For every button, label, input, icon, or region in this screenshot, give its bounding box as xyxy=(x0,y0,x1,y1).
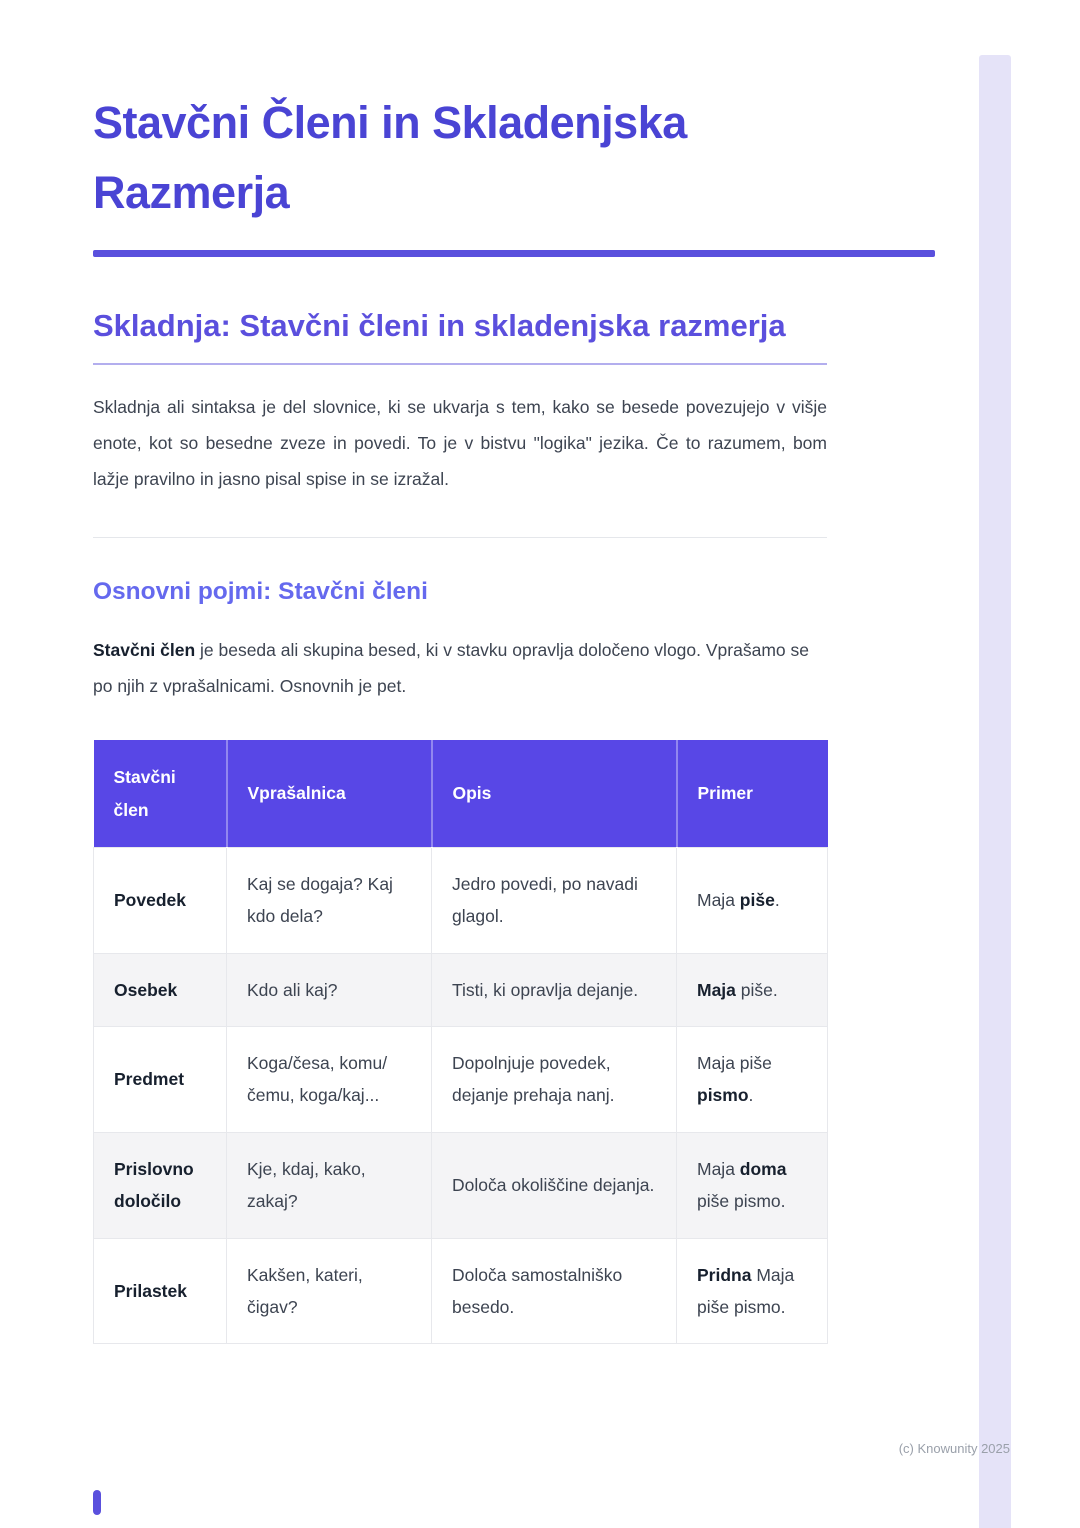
table-row xyxy=(94,953,828,1026)
table-cell: Kakšen, kateri, čigav? xyxy=(227,1238,432,1344)
document-content xyxy=(93,0,935,1344)
page-edge-stripe xyxy=(979,55,1011,1528)
table-row xyxy=(94,847,828,953)
table-cell: Kdo ali kaj? xyxy=(227,953,432,1026)
subsection-heading: Osnovni pojmi: Stavčni členi xyxy=(93,578,428,606)
footer-credit: (c) Knowunity 2025 xyxy=(898,1441,1010,1456)
table-cell: Povedek xyxy=(94,847,227,953)
table-row xyxy=(94,1132,828,1238)
title-rule xyxy=(93,250,935,257)
table-cell: Maja piše pismo. xyxy=(677,1027,828,1133)
table-cell: Kje, kdaj, kako, zakaj? xyxy=(227,1132,432,1238)
table-header-cell: Opis xyxy=(432,740,677,847)
next-section-rule-start xyxy=(93,1490,101,1515)
table-body xyxy=(94,847,828,1343)
table-cell: Tisti, ki opravlja dejanje. xyxy=(432,953,677,1026)
concepts-table xyxy=(93,740,828,1344)
table-cell: Dopolnjuje povedek, dejanje prehaja nanj. xyxy=(432,1027,677,1133)
section-heading: Skladnja: Stavčni členi in skladenjska razmerja xyxy=(93,307,786,343)
table-cell: Osebek xyxy=(94,953,227,1026)
table-cell: Maja doma piše pismo. xyxy=(677,1132,828,1238)
table-cell: Maja piše. xyxy=(677,953,828,1026)
table-cell: Prilastek xyxy=(94,1238,227,1344)
page-title: Stavčni Členi in Skladenjska Razmerja xyxy=(93,97,687,218)
lead-paragraph: Stavčni člen je beseda ali skupina besed, ki v stavku opravlja določeno vlogo. Vprašamo se po njih z vprašalnicami. Osnovnih je pet. xyxy=(93,640,809,697)
table-header-cell: Vprašalnica xyxy=(227,740,432,847)
table-cell: Jedro povedi, po navadi glagol. xyxy=(432,847,677,953)
intro-paragraph: Skladnja ali sintaksa je del slovnice, ki se ukvarja s tem, kako se besede povezujejo v višje enote, kot so besedne zveze in povedi. To je v bistvu "logika" jezika. Če to razumem, bom lažje pravilno in jasno pisal spise in se izražal. xyxy=(93,397,827,490)
table-cell: Koga/česa, komu/čemu, koga/kaj... xyxy=(227,1027,432,1133)
table-cell: Prislovno določilo xyxy=(94,1132,227,1238)
section-heading-underline xyxy=(93,363,827,365)
table-header-cell: Stavčni člen xyxy=(94,740,227,847)
table-cell: Določa okoliščine dejanja. xyxy=(432,1132,677,1238)
table-cell: Maja piše. xyxy=(677,847,828,953)
table-header-row xyxy=(94,740,828,847)
table-cell: Predmet xyxy=(94,1027,227,1133)
table-row xyxy=(94,1238,828,1344)
table-cell: Določa samostalniško besedo. xyxy=(432,1238,677,1344)
table-row xyxy=(94,1027,828,1133)
table-cell: Kaj se dogaja? Kaj kdo dela? xyxy=(227,847,432,953)
table-header-cell: Primer xyxy=(677,740,828,847)
section-divider xyxy=(93,537,827,538)
table-cell: Pridna Maja piše pismo. xyxy=(677,1238,828,1344)
